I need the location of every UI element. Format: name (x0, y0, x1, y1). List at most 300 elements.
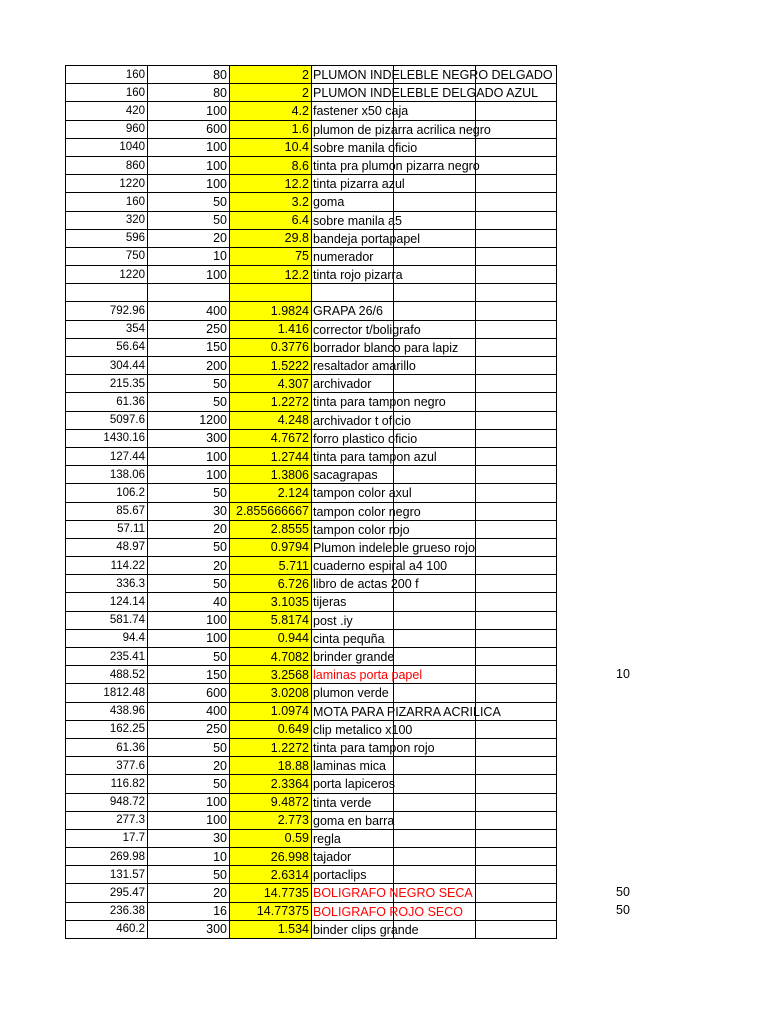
quantity-cell[interactable]: 50 (148, 775, 230, 793)
description-text: porta lapiceros (313, 777, 395, 792)
quantity-cell[interactable]: 100 (148, 175, 230, 193)
quantity-cell[interactable]: 30 (148, 502, 230, 520)
empty-cell[interactable] (476, 738, 557, 756)
description-cell[interactable] (312, 702, 501, 720)
empty-cell[interactable] (476, 466, 557, 484)
total-cell[interactable]: 377.6 (66, 757, 148, 775)
unit-price-cell[interactable]: 9.4872 (230, 793, 312, 811)
unit-price-cell[interactable]: 2.855666667 (230, 502, 312, 520)
quantity-cell[interactable]: 100 (148, 611, 230, 629)
empty-cell[interactable] (394, 829, 476, 847)
description-cell[interactable] (312, 593, 394, 611)
empty-cell[interactable] (476, 247, 557, 265)
empty-cell[interactable] (476, 447, 557, 465)
empty-cell[interactable] (476, 611, 557, 629)
description-cell[interactable] (312, 884, 473, 902)
description-cell[interactable] (312, 247, 394, 265)
unit-price-cell[interactable]: 1.3806 (230, 466, 312, 484)
total-cell[interactable]: 106.2 (66, 484, 148, 502)
empty-cell[interactable] (394, 302, 476, 320)
empty-cell[interactable] (476, 411, 557, 429)
description-cell[interactable] (312, 648, 394, 666)
unit-price-cell[interactable]: 1.2272 (230, 738, 312, 756)
empty-cell[interactable] (476, 684, 557, 702)
empty-cell[interactable] (394, 211, 476, 229)
empty-cell[interactable] (476, 593, 557, 611)
description-text: tijeras (313, 595, 347, 610)
table-row (66, 720, 557, 738)
empty-cell[interactable] (476, 284, 557, 302)
description-cell[interactable] (312, 338, 459, 356)
total-cell[interactable]: 354 (66, 320, 148, 338)
empty-cell[interactable] (394, 466, 476, 484)
description-text: plumon verde (313, 686, 389, 701)
empty-cell[interactable] (476, 357, 557, 375)
total-cell[interactable]: 160 (66, 193, 148, 211)
total-cell[interactable]: 1812.48 (66, 684, 148, 702)
empty-cell[interactable] (394, 757, 476, 775)
description-cell[interactable] (312, 866, 394, 884)
unit-price-cell[interactable]: 0.59 (230, 829, 312, 847)
unit-price-cell[interactable]: 14.77375 (230, 902, 312, 920)
description-text: tajador (313, 850, 352, 865)
empty-cell[interactable] (476, 884, 557, 902)
empty-cell[interactable] (476, 629, 557, 647)
empty-cell[interactable] (394, 375, 476, 393)
empty-cell[interactable] (476, 520, 557, 538)
total-cell[interactable]: 336.3 (66, 575, 148, 593)
table-row (66, 411, 557, 429)
total-cell[interactable]: 56.64 (66, 338, 148, 356)
unit-price-cell[interactable]: 4.7082 (230, 648, 312, 666)
empty-cell[interactable] (476, 720, 557, 738)
quantity-cell[interactable]: 250 (148, 720, 230, 738)
description-cell[interactable] (312, 393, 446, 411)
unit-price-cell[interactable]: 3.2 (230, 193, 312, 211)
total-cell[interactable]: 235.41 (66, 648, 148, 666)
unit-price-cell[interactable]: 29.8 (230, 229, 312, 247)
total-cell[interactable]: 792.96 (66, 302, 148, 320)
unit-price-cell[interactable]: 12.2 (230, 266, 312, 284)
quantity-cell[interactable]: 50 (148, 484, 230, 502)
empty-cell[interactable] (476, 757, 557, 775)
description-cell[interactable] (312, 738, 435, 756)
unit-price-cell[interactable]: 6.726 (230, 575, 312, 593)
empty-cell[interactable] (476, 193, 557, 211)
table-row (66, 320, 557, 338)
description-cell[interactable] (312, 156, 480, 174)
unit-price-cell[interactable]: 4.2 (230, 102, 312, 120)
empty-cell[interactable] (476, 211, 557, 229)
unit-price-cell[interactable]: 1.534 (230, 920, 312, 938)
description-cell[interactable] (312, 193, 394, 211)
table-row (66, 666, 557, 684)
total-cell[interactable]: 960 (66, 120, 148, 138)
total-cell[interactable]: 269.98 (66, 848, 148, 866)
unit-price-cell[interactable]: 2.124 (230, 484, 312, 502)
empty-cell[interactable] (476, 920, 557, 938)
total-cell[interactable]: 61.36 (66, 738, 148, 756)
total-cell[interactable]: 127.44 (66, 447, 148, 465)
total-cell[interactable]: 94.4 (66, 629, 148, 647)
unit-price-cell[interactable]: 0.944 (230, 629, 312, 647)
quantity-cell[interactable]: 50 (148, 575, 230, 593)
unit-price-cell[interactable]: 1.6 (230, 120, 312, 138)
description-cell[interactable] (312, 375, 394, 393)
quantity-cell[interactable]: 50 (148, 866, 230, 884)
table-row (66, 138, 557, 156)
description-text: tampon color axul (313, 486, 412, 501)
empty-cell[interactable] (476, 648, 557, 666)
empty-cell[interactable] (476, 320, 557, 338)
empty-cell[interactable] (476, 502, 557, 520)
quantity-cell[interactable]: 10 (148, 247, 230, 265)
description-cell[interactable] (312, 811, 394, 829)
quantity-cell[interactable]: 40 (148, 593, 230, 611)
quantity-cell[interactable]: 50 (148, 375, 230, 393)
quantity-cell[interactable]: 20 (148, 229, 230, 247)
quantity-cell[interactable]: 80 (148, 66, 230, 84)
empty-cell[interactable] (476, 393, 557, 411)
unit-price-cell[interactable]: 26.998 (230, 848, 312, 866)
quantity-cell[interactable]: 100 (148, 811, 230, 829)
total-cell[interactable]: 61.36 (66, 393, 148, 411)
description-text: goma en barra (313, 813, 395, 828)
empty-cell[interactable] (476, 775, 557, 793)
quantity-cell[interactable]: 10 (148, 848, 230, 866)
table-row (66, 684, 557, 702)
quantity-cell[interactable]: 250 (148, 320, 230, 338)
unit-price-cell[interactable]: 1.2272 (230, 393, 312, 411)
quantity-cell[interactable]: 100 (148, 793, 230, 811)
unit-price-cell[interactable]: 3.0208 (230, 684, 312, 702)
unit-price-cell[interactable]: 1.416 (230, 320, 312, 338)
unit-price-cell[interactable]: 5.8174 (230, 611, 312, 629)
unit-price-cell[interactable]: 4.307 (230, 375, 312, 393)
description-text: forro plastico oficio (313, 431, 418, 446)
description-cell[interactable] (312, 502, 421, 520)
quantity-cell[interactable]: 600 (148, 120, 230, 138)
unit-price-cell[interactable]: 75 (230, 247, 312, 265)
quantity-cell[interactable]: 16 (148, 902, 230, 920)
empty-cell[interactable] (394, 247, 476, 265)
description-cell[interactable] (312, 357, 416, 375)
quantity-cell[interactable]: 150 (148, 666, 230, 684)
quantity-cell[interactable]: 1200 (148, 411, 230, 429)
unit-price-cell[interactable]: 2.6314 (230, 866, 312, 884)
unit-price-cell[interactable]: 3.1035 (230, 593, 312, 611)
empty-cell[interactable] (394, 193, 476, 211)
empty-cell[interactable] (476, 156, 557, 174)
unit-price-cell[interactable]: 2.773 (230, 811, 312, 829)
unit-price-cell[interactable]: 6.4 (230, 211, 312, 229)
table-row (66, 266, 557, 284)
quantity-cell[interactable]: 300 (148, 920, 230, 938)
empty-cell[interactable] (394, 866, 476, 884)
quantity-cell[interactable]: 100 (148, 266, 230, 284)
description-text: tinta verde (313, 795, 372, 810)
quantity-cell[interactable]: 50 (148, 738, 230, 756)
description-text: clip metalico x100 (313, 722, 413, 737)
empty-cell[interactable] (476, 338, 557, 356)
quantity-cell[interactable]: 150 (148, 338, 230, 356)
unit-price-cell[interactable]: 1.5222 (230, 357, 312, 375)
description-cell[interactable] (312, 538, 475, 556)
description-cell[interactable] (312, 120, 491, 138)
description-text: binder clips grande (313, 922, 419, 937)
description-cell[interactable] (312, 557, 448, 575)
quantity-cell[interactable]: 100 (148, 466, 230, 484)
unit-price-cell[interactable]: 2.3364 (230, 775, 312, 793)
quantity-cell[interactable]: 50 (148, 538, 230, 556)
total-cell[interactable]: 488.52 (66, 666, 148, 684)
description-cell[interactable] (312, 102, 409, 120)
empty-cell[interactable] (394, 793, 476, 811)
empty-cell[interactable] (394, 775, 476, 793)
description-cell[interactable] (312, 229, 421, 247)
total-cell[interactable]: 114.22 (66, 557, 148, 575)
quantity-cell[interactable]: 400 (148, 302, 230, 320)
table-row (66, 193, 557, 211)
description-cell[interactable] (312, 484, 412, 502)
total-cell[interactable]: 1040 (66, 138, 148, 156)
total-cell[interactable]: 750 (66, 247, 148, 265)
description-cell[interactable] (312, 575, 419, 593)
quantity-cell[interactable]: 100 (148, 447, 230, 465)
unit-price-cell[interactable]: 10.4 (230, 138, 312, 156)
table-row (66, 793, 557, 811)
empty-cell[interactable] (394, 611, 476, 629)
description-text: tinta pizarra azul (313, 177, 405, 192)
description-cell[interactable] (312, 447, 437, 465)
empty-cell[interactable] (476, 266, 557, 284)
description-cell[interactable] (312, 66, 553, 84)
empty-cell[interactable] (394, 848, 476, 866)
quantity-cell[interactable] (148, 284, 230, 302)
total-cell[interactable]: 138.06 (66, 466, 148, 484)
description-cell[interactable] (312, 138, 418, 156)
description-cell[interactable] (312, 684, 394, 702)
description-cell[interactable] (312, 84, 539, 102)
table-row (66, 902, 557, 920)
description-cell[interactable] (312, 757, 394, 775)
description-cell[interactable] (312, 848, 394, 866)
empty-cell[interactable] (394, 266, 476, 284)
total-cell[interactable]: 57.11 (66, 520, 148, 538)
description-cell[interactable] (312, 211, 402, 229)
description-cell[interactable] (312, 320, 421, 338)
empty-cell[interactable] (476, 138, 557, 156)
description-cell[interactable] (312, 829, 394, 847)
table-row (66, 557, 557, 575)
description-cell[interactable] (312, 629, 394, 647)
total-cell[interactable]: 17.7 (66, 829, 148, 847)
empty-cell[interactable] (394, 593, 476, 611)
total-cell[interactable]: 320 (66, 211, 148, 229)
quantity-cell[interactable]: 30 (148, 829, 230, 847)
total-cell[interactable]: 420 (66, 102, 148, 120)
quantity-cell[interactable]: 100 (148, 629, 230, 647)
total-cell[interactable]: 85.67 (66, 502, 148, 520)
empty-cell[interactable] (394, 684, 476, 702)
total-cell[interactable]: 1430.16 (66, 429, 148, 447)
table-row (66, 884, 557, 902)
quantity-cell[interactable]: 20 (148, 557, 230, 575)
total-cell[interactable]: 215.35 (66, 375, 148, 393)
empty-cell[interactable] (476, 848, 557, 866)
empty-cell[interactable] (476, 229, 557, 247)
description-text: numerador (313, 249, 374, 264)
description-cell[interactable] (312, 266, 403, 284)
empty-cell[interactable] (476, 484, 557, 502)
quantity-cell[interactable]: 50 (148, 648, 230, 666)
empty-cell[interactable] (476, 829, 557, 847)
empty-cell[interactable] (394, 284, 476, 302)
side-note: 50 (616, 903, 630, 918)
total-cell[interactable]: 162.25 (66, 720, 148, 738)
empty-cell[interactable] (394, 629, 476, 647)
quantity-cell[interactable]: 20 (148, 884, 230, 902)
description-cell[interactable] (312, 775, 394, 793)
table-row (66, 66, 557, 84)
empty-cell[interactable] (476, 793, 557, 811)
table-row (66, 447, 557, 465)
quantity-cell[interactable]: 50 (148, 193, 230, 211)
total-cell[interactable]: 5097.6 (66, 411, 148, 429)
description-cell[interactable] (312, 611, 394, 629)
unit-price-cell[interactable]: 2 (230, 66, 312, 84)
unit-price-cell[interactable]: 18.88 (230, 757, 312, 775)
description-cell[interactable] (312, 411, 411, 429)
total-cell[interactable]: 596 (66, 229, 148, 247)
quantity-cell[interactable]: 100 (148, 102, 230, 120)
description-cell[interactable] (312, 793, 394, 811)
unit-price-cell[interactable]: 3.2568 (230, 666, 312, 684)
empty-cell[interactable] (476, 102, 557, 120)
unit-price-cell[interactable]: 5.711 (230, 557, 312, 575)
total-cell[interactable]: 295.47 (66, 884, 148, 902)
total-cell[interactable]: 438.96 (66, 702, 148, 720)
empty-cell[interactable] (476, 866, 557, 884)
empty-cell[interactable] (476, 429, 557, 447)
empty-cell[interactable] (394, 648, 476, 666)
unit-price-cell[interactable] (230, 284, 312, 302)
description-cell[interactable] (312, 920, 419, 938)
quantity-cell[interactable]: 80 (148, 84, 230, 102)
description-text: laminas mica (313, 759, 386, 774)
description-text: sobre manila oficio (313, 140, 418, 155)
total-cell[interactable]: 160 (66, 84, 148, 102)
total-cell[interactable]: 460.2 (66, 920, 148, 938)
empty-cell[interactable] (476, 557, 557, 575)
total-cell[interactable]: 948.72 (66, 793, 148, 811)
total-cell[interactable]: 304.44 (66, 357, 148, 375)
unit-price-cell[interactable]: 0.649 (230, 720, 312, 738)
total-cell[interactable]: 860 (66, 156, 148, 174)
empty-cell[interactable] (394, 175, 476, 193)
quantity-cell[interactable]: 300 (148, 429, 230, 447)
table-row (66, 357, 557, 375)
empty-cell[interactable] (476, 811, 557, 829)
table-row (66, 738, 557, 756)
total-cell[interactable]: 124.14 (66, 593, 148, 611)
quantity-cell[interactable]: 200 (148, 357, 230, 375)
empty-cell[interactable] (476, 175, 557, 193)
unit-price-cell[interactable]: 0.9794 (230, 538, 312, 556)
description-text: tinta rojo pizarra (313, 268, 403, 283)
total-cell[interactable]: 116.82 (66, 775, 148, 793)
total-cell[interactable]: 581.74 (66, 611, 148, 629)
description-cell[interactable] (312, 466, 394, 484)
empty-cell[interactable] (394, 811, 476, 829)
table-row (66, 648, 557, 666)
unit-price-cell[interactable]: 4.248 (230, 411, 312, 429)
quantity-cell[interactable]: 20 (148, 520, 230, 538)
unit-price-cell[interactable]: 1.2744 (230, 447, 312, 465)
total-cell[interactable]: 277.3 (66, 811, 148, 829)
unit-price-cell[interactable]: 12.2 (230, 175, 312, 193)
unit-price-cell[interactable]: 2 (230, 84, 312, 102)
description-cell[interactable] (312, 720, 413, 738)
unit-price-cell[interactable]: 0.3776 (230, 338, 312, 356)
quantity-cell[interactable]: 20 (148, 757, 230, 775)
empty-cell[interactable] (476, 375, 557, 393)
unit-price-cell[interactable]: 14.7735 (230, 884, 312, 902)
unit-price-cell[interactable]: 8.6 (230, 156, 312, 174)
quantity-cell[interactable]: 400 (148, 702, 230, 720)
description-text: tinta para tampon rojo (313, 740, 435, 755)
total-cell[interactable]: 131.57 (66, 866, 148, 884)
empty-cell[interactable] (476, 302, 557, 320)
table-row (66, 229, 557, 247)
quantity-cell[interactable]: 100 (148, 156, 230, 174)
empty-cell[interactable] (476, 538, 557, 556)
description-cell[interactable] (312, 520, 410, 538)
description-text: sacagrapas (313, 468, 378, 483)
quantity-cell[interactable]: 50 (148, 393, 230, 411)
table-row (66, 702, 557, 720)
description-cell[interactable] (312, 429, 418, 447)
description-cell[interactable] (312, 902, 464, 920)
unit-price-cell[interactable]: 1.0974 (230, 702, 312, 720)
empty-cell[interactable] (476, 666, 557, 684)
quantity-cell[interactable]: 50 (148, 211, 230, 229)
empty-cell[interactable] (476, 902, 557, 920)
description-cell[interactable] (312, 175, 405, 193)
total-cell[interactable]: 160 (66, 66, 148, 84)
total-cell[interactable]: 1220 (66, 175, 148, 193)
quantity-cell[interactable]: 100 (148, 138, 230, 156)
table-row (66, 120, 557, 138)
table-row (66, 629, 557, 647)
description-text: archivador (313, 377, 372, 392)
total-cell[interactable]: 48.97 (66, 538, 148, 556)
table-row (66, 211, 557, 229)
unit-price-cell[interactable]: 4.7672 (230, 429, 312, 447)
empty-cell[interactable] (476, 575, 557, 593)
total-cell[interactable]: 236.38 (66, 902, 148, 920)
description-cell[interactable] (312, 284, 394, 302)
total-cell[interactable]: 1220 (66, 266, 148, 284)
description-cell[interactable] (312, 666, 423, 684)
side-note: 10 (616, 666, 630, 681)
total-cell[interactable] (66, 284, 148, 302)
description-cell[interactable] (312, 302, 394, 320)
quantity-cell[interactable]: 600 (148, 684, 230, 702)
unit-price-cell[interactable]: 2.8555 (230, 520, 312, 538)
unit-price-cell[interactable]: 1.9824 (230, 302, 312, 320)
description-text: post .iy (313, 613, 353, 628)
